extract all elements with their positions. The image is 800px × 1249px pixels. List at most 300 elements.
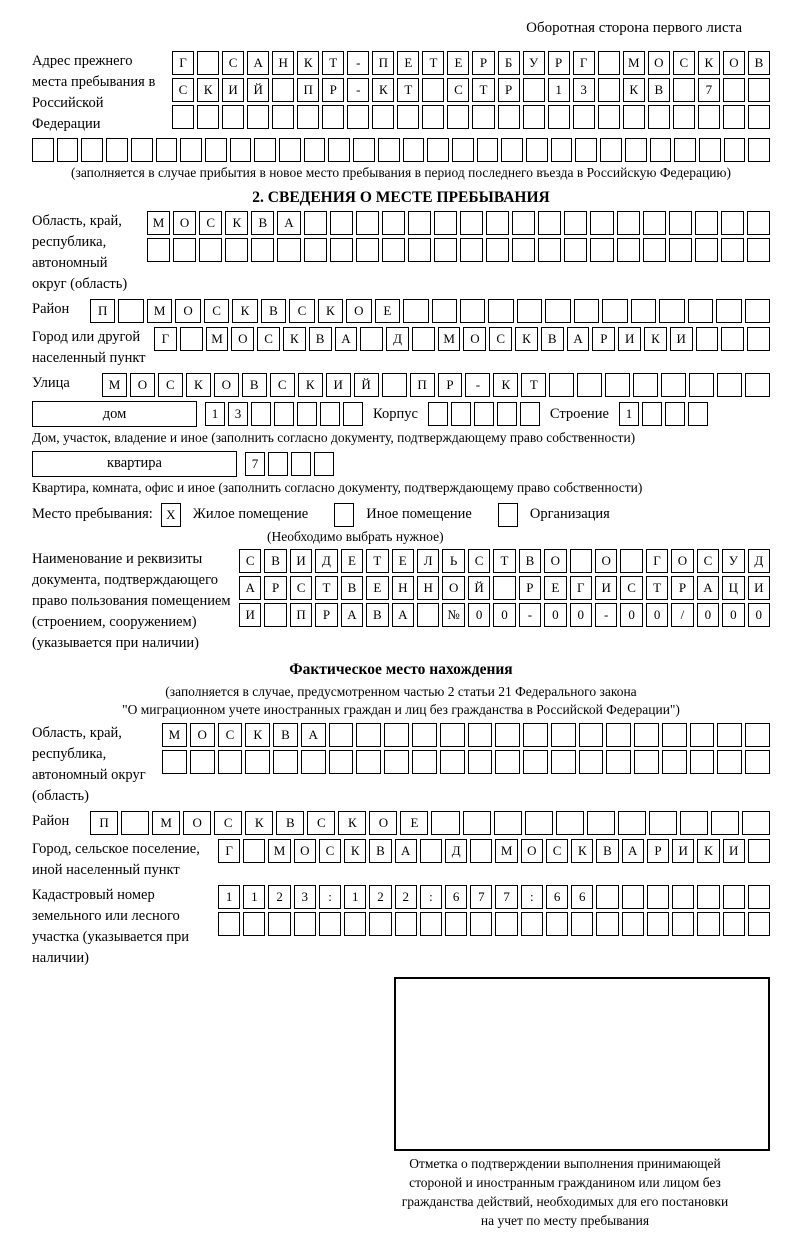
char-box[interactable] — [486, 238, 509, 262]
char-box[interactable]: Т — [322, 51, 344, 75]
char-box[interactable] — [272, 105, 294, 129]
char-box[interactable] — [659, 299, 684, 323]
char-box[interactable]: Г — [218, 839, 240, 863]
char-box[interactable] — [360, 327, 383, 351]
char-box[interactable]: М — [623, 51, 645, 75]
char-box[interactable]: К — [697, 839, 719, 863]
char-box[interactable]: Р — [264, 576, 286, 600]
char-box[interactable] — [546, 912, 568, 936]
char-box[interactable]: К — [493, 373, 518, 397]
char-box[interactable]: / — [671, 603, 693, 627]
char-box[interactable] — [699, 138, 721, 162]
char-box[interactable] — [347, 105, 369, 129]
char-box[interactable]: И — [290, 549, 312, 573]
char-box[interactable]: О — [723, 51, 745, 75]
char-box[interactable]: И — [239, 603, 261, 627]
char-box[interactable]: С — [172, 78, 194, 102]
char-box[interactable]: А — [392, 603, 414, 627]
char-box[interactable] — [600, 138, 622, 162]
char-box[interactable] — [470, 912, 492, 936]
char-box[interactable]: С — [447, 78, 469, 102]
char-box[interactable]: 3 — [573, 78, 595, 102]
char-box[interactable] — [551, 723, 576, 747]
char-box[interactable] — [498, 105, 520, 129]
char-box[interactable]: 1 — [344, 885, 366, 909]
char-box[interactable]: О — [463, 327, 486, 351]
char-box[interactable] — [57, 138, 79, 162]
char-box[interactable] — [688, 299, 713, 323]
char-box[interactable]: В — [264, 549, 286, 573]
char-box[interactable] — [356, 750, 381, 774]
char-box[interactable] — [297, 402, 317, 426]
char-box[interactable]: М — [152, 811, 180, 835]
char-box[interactable]: 0 — [468, 603, 490, 627]
char-box[interactable]: А — [277, 211, 300, 235]
char-box[interactable] — [304, 238, 327, 262]
char-box[interactable] — [273, 750, 298, 774]
char-box[interactable] — [688, 402, 708, 426]
char-box[interactable] — [747, 327, 770, 351]
char-box[interactable] — [643, 211, 666, 235]
char-box[interactable] — [329, 723, 354, 747]
char-box[interactable] — [445, 912, 467, 936]
char-box[interactable]: К — [318, 299, 343, 323]
char-box[interactable]: О — [130, 373, 155, 397]
char-box[interactable]: Б — [498, 51, 520, 75]
char-box[interactable] — [121, 811, 149, 835]
char-box[interactable]: С — [468, 549, 490, 573]
char-box[interactable] — [748, 885, 770, 909]
char-box[interactable]: И — [326, 373, 351, 397]
char-box[interactable] — [698, 105, 720, 129]
char-box[interactable]: К — [644, 327, 667, 351]
char-box[interactable] — [598, 78, 620, 102]
char-box[interactable] — [420, 912, 442, 936]
char-box[interactable] — [264, 603, 286, 627]
char-box[interactable] — [673, 78, 695, 102]
char-box[interactable]: В — [748, 51, 770, 75]
char-box[interactable] — [696, 327, 719, 351]
char-box[interactable]: Е — [392, 549, 414, 573]
char-box[interactable]: С — [620, 576, 642, 600]
char-box[interactable] — [723, 885, 745, 909]
char-box[interactable] — [245, 750, 270, 774]
char-box[interactable] — [378, 138, 400, 162]
char-box[interactable] — [197, 105, 219, 129]
char-box[interactable]: Т — [493, 549, 515, 573]
dom-box[interactable]: дом — [32, 401, 197, 427]
char-box[interactable] — [356, 723, 381, 747]
char-box[interactable]: - — [519, 603, 541, 627]
char-box[interactable] — [669, 238, 692, 262]
char-box[interactable]: С — [222, 51, 244, 75]
char-box[interactable] — [369, 912, 391, 936]
char-box[interactable] — [633, 373, 658, 397]
char-box[interactable] — [243, 839, 265, 863]
char-box[interactable]: С — [257, 327, 280, 351]
char-box[interactable]: Е — [366, 576, 388, 600]
char-box[interactable]: Р — [315, 603, 337, 627]
char-box[interactable]: 0 — [570, 603, 592, 627]
char-box[interactable]: О — [648, 51, 670, 75]
char-box[interactable] — [322, 105, 344, 129]
char-box[interactable] — [106, 138, 128, 162]
char-box[interactable] — [538, 211, 561, 235]
char-box[interactable]: 0 — [620, 603, 642, 627]
char-box[interactable] — [747, 238, 770, 262]
char-box[interactable] — [661, 373, 686, 397]
char-box[interactable] — [470, 839, 492, 863]
char-box[interactable] — [412, 723, 437, 747]
char-box[interactable] — [190, 750, 215, 774]
char-box[interactable] — [526, 138, 548, 162]
char-box[interactable] — [724, 138, 746, 162]
char-box[interactable] — [538, 238, 561, 262]
char-box[interactable]: Е — [341, 549, 363, 573]
char-box[interactable]: О — [544, 549, 566, 573]
char-box[interactable]: В — [519, 549, 541, 573]
char-box[interactable] — [254, 138, 276, 162]
char-box[interactable] — [272, 78, 294, 102]
char-box[interactable]: Й — [354, 373, 379, 397]
char-box[interactable] — [598, 51, 620, 75]
char-box[interactable]: О — [294, 839, 316, 863]
char-box[interactable]: С — [290, 576, 312, 600]
char-box[interactable] — [251, 402, 271, 426]
char-box[interactable]: Й — [468, 576, 490, 600]
char-box[interactable]: А — [697, 576, 719, 600]
char-box[interactable] — [486, 211, 509, 235]
char-box[interactable]: О — [173, 211, 196, 235]
char-box[interactable]: О — [183, 811, 211, 835]
char-box[interactable] — [690, 750, 715, 774]
char-box[interactable] — [162, 750, 187, 774]
char-box[interactable]: И — [670, 327, 693, 351]
char-box[interactable]: Г — [646, 549, 668, 573]
char-box[interactable]: С — [270, 373, 295, 397]
char-box[interactable] — [197, 51, 219, 75]
char-box[interactable]: М — [147, 299, 172, 323]
char-box[interactable] — [498, 503, 518, 527]
char-box[interactable]: Г — [570, 576, 592, 600]
char-box[interactable] — [279, 138, 301, 162]
char-box[interactable] — [118, 299, 143, 323]
char-box[interactable] — [606, 723, 631, 747]
char-box[interactable] — [596, 912, 618, 936]
char-box[interactable] — [268, 452, 288, 476]
char-box[interactable] — [723, 78, 745, 102]
char-box[interactable] — [205, 138, 227, 162]
char-box[interactable]: 0 — [748, 603, 770, 627]
char-box[interactable] — [199, 238, 222, 262]
char-box[interactable] — [251, 238, 274, 262]
char-box[interactable]: Т — [646, 576, 668, 600]
char-box[interactable]: 7 — [698, 78, 720, 102]
char-box[interactable] — [403, 138, 425, 162]
char-box[interactable] — [495, 723, 520, 747]
char-box[interactable] — [428, 402, 448, 426]
char-box[interactable] — [672, 912, 694, 936]
char-box[interactable] — [268, 912, 290, 936]
char-box[interactable] — [460, 211, 483, 235]
char-box[interactable] — [748, 138, 770, 162]
char-box[interactable]: К — [338, 811, 366, 835]
char-box[interactable] — [382, 373, 407, 397]
char-box[interactable] — [625, 138, 647, 162]
char-box[interactable] — [647, 885, 669, 909]
char-box[interactable] — [748, 105, 770, 129]
char-box[interactable]: К — [344, 839, 366, 863]
char-box[interactable]: В — [366, 603, 388, 627]
char-box[interactable]: А — [341, 603, 363, 627]
char-box[interactable] — [180, 138, 202, 162]
char-box[interactable]: О — [671, 549, 693, 573]
char-box[interactable] — [673, 105, 695, 129]
char-box[interactable] — [319, 912, 341, 936]
char-box[interactable] — [697, 885, 719, 909]
char-box[interactable] — [403, 299, 428, 323]
char-box[interactable]: К — [623, 78, 645, 102]
char-box[interactable]: 0 — [646, 603, 668, 627]
char-box[interactable] — [344, 912, 366, 936]
char-box[interactable]: Й — [247, 78, 269, 102]
char-box[interactable]: М — [495, 839, 517, 863]
char-box[interactable] — [695, 238, 718, 262]
char-box[interactable]: О — [346, 299, 371, 323]
char-box[interactable]: 1 — [548, 78, 570, 102]
char-box[interactable]: 3 — [228, 402, 248, 426]
char-box[interactable]: К — [298, 373, 323, 397]
char-box[interactable] — [372, 105, 394, 129]
char-box[interactable] — [447, 105, 469, 129]
char-box[interactable] — [408, 238, 431, 262]
char-box[interactable]: С — [199, 211, 222, 235]
char-box[interactable]: А — [395, 839, 417, 863]
char-box[interactable]: Р — [438, 373, 463, 397]
char-box[interactable]: 1 — [205, 402, 225, 426]
char-box[interactable] — [304, 211, 327, 235]
char-box[interactable] — [384, 723, 409, 747]
char-box[interactable]: П — [90, 811, 118, 835]
char-box[interactable]: П — [290, 603, 312, 627]
char-box[interactable] — [230, 138, 252, 162]
char-box[interactable]: Н — [272, 51, 294, 75]
char-box[interactable] — [674, 138, 696, 162]
char-box[interactable]: Ц — [722, 576, 744, 600]
char-box[interactable] — [521, 912, 543, 936]
char-box[interactable] — [218, 750, 243, 774]
char-box[interactable]: Е — [447, 51, 469, 75]
char-box[interactable]: Р — [548, 51, 570, 75]
char-box[interactable] — [493, 576, 515, 600]
char-box[interactable]: Л — [417, 549, 439, 573]
char-box[interactable] — [304, 138, 326, 162]
char-box[interactable]: Ь — [442, 549, 464, 573]
char-box[interactable] — [417, 603, 439, 627]
char-box[interactable] — [721, 327, 744, 351]
char-box[interactable]: К — [245, 811, 273, 835]
char-box[interactable]: : — [521, 885, 543, 909]
char-box[interactable] — [551, 138, 573, 162]
char-box[interactable]: 1 — [243, 885, 265, 909]
char-box[interactable]: С — [214, 811, 242, 835]
char-box[interactable]: К — [232, 299, 257, 323]
char-box[interactable]: С — [204, 299, 229, 323]
char-box[interactable] — [328, 138, 350, 162]
char-box[interactable]: К — [515, 327, 538, 351]
char-box[interactable]: П — [90, 299, 115, 323]
char-box[interactable] — [356, 211, 379, 235]
char-box[interactable] — [330, 211, 353, 235]
char-box[interactable] — [434, 211, 457, 235]
char-box[interactable]: О — [369, 811, 397, 835]
char-box[interactable]: 0 — [722, 603, 744, 627]
char-box[interactable]: М — [206, 327, 229, 351]
char-box[interactable]: Т — [366, 549, 388, 573]
char-box[interactable] — [680, 811, 708, 835]
char-box[interactable] — [598, 105, 620, 129]
char-box[interactable] — [525, 811, 553, 835]
char-box[interactable] — [277, 238, 300, 262]
char-box[interactable] — [723, 105, 745, 129]
char-box[interactable]: В — [273, 723, 298, 747]
char-box[interactable]: И — [595, 576, 617, 600]
char-box[interactable] — [440, 750, 465, 774]
char-box[interactable] — [412, 327, 435, 351]
char-box[interactable]: О — [190, 723, 215, 747]
char-box[interactable]: К — [698, 51, 720, 75]
char-box[interactable] — [320, 402, 340, 426]
char-box[interactable]: 1 — [218, 885, 240, 909]
char-box[interactable] — [717, 723, 742, 747]
char-box[interactable]: Г — [154, 327, 177, 351]
char-box[interactable]: Р — [472, 51, 494, 75]
char-box[interactable]: К — [571, 839, 593, 863]
char-box[interactable] — [294, 912, 316, 936]
char-box[interactable]: А — [567, 327, 590, 351]
char-box[interactable] — [523, 78, 545, 102]
char-box[interactable] — [642, 402, 662, 426]
char-box[interactable]: У — [722, 549, 744, 573]
char-box[interactable] — [474, 402, 494, 426]
char-box[interactable]: В — [251, 211, 274, 235]
char-box[interactable]: Е — [400, 811, 428, 835]
char-box[interactable] — [512, 211, 535, 235]
char-box[interactable]: О — [231, 327, 254, 351]
char-box[interactable] — [274, 402, 294, 426]
char-box[interactable]: И — [618, 327, 641, 351]
kvartira-box[interactable]: квартира — [32, 451, 237, 477]
char-box[interactable] — [512, 238, 535, 262]
char-box[interactable] — [623, 105, 645, 129]
char-box[interactable]: О — [214, 373, 239, 397]
char-box[interactable]: М — [147, 211, 170, 235]
char-box[interactable]: М — [102, 373, 127, 397]
char-box[interactable]: Р — [647, 839, 669, 863]
char-box[interactable] — [579, 723, 604, 747]
char-box[interactable] — [662, 723, 687, 747]
char-box[interactable]: - — [347, 51, 369, 75]
char-box[interactable] — [590, 238, 613, 262]
char-box[interactable] — [225, 238, 248, 262]
char-box[interactable] — [606, 750, 631, 774]
char-box[interactable] — [440, 723, 465, 747]
char-box[interactable] — [570, 549, 592, 573]
char-box[interactable] — [422, 105, 444, 129]
char-box[interactable]: Т — [521, 373, 546, 397]
char-box[interactable] — [501, 138, 523, 162]
char-box[interactable] — [690, 723, 715, 747]
char-box[interactable] — [81, 138, 103, 162]
char-box[interactable]: И — [222, 78, 244, 102]
char-box[interactable] — [745, 750, 770, 774]
char-box[interactable] — [297, 105, 319, 129]
char-box[interactable] — [291, 452, 311, 476]
char-box[interactable] — [596, 885, 618, 909]
char-box[interactable]: К — [372, 78, 394, 102]
char-box[interactable]: В — [276, 811, 304, 835]
char-box[interactable]: Е — [375, 299, 400, 323]
char-box[interactable] — [545, 299, 570, 323]
char-box[interactable] — [647, 912, 669, 936]
char-box[interactable] — [577, 373, 602, 397]
char-box[interactable] — [523, 105, 545, 129]
char-box[interactable]: П — [410, 373, 435, 397]
char-box[interactable]: 7 — [470, 885, 492, 909]
char-box[interactable] — [650, 138, 672, 162]
char-box[interactable]: С — [307, 811, 335, 835]
char-box[interactable] — [723, 912, 745, 936]
char-box[interactable]: С — [546, 839, 568, 863]
char-box[interactable] — [745, 723, 770, 747]
char-box[interactable]: О — [595, 549, 617, 573]
char-box[interactable]: А — [301, 723, 326, 747]
char-box[interactable]: С — [319, 839, 341, 863]
char-box[interactable]: К — [283, 327, 306, 351]
char-box[interactable] — [564, 238, 587, 262]
char-box[interactable] — [548, 105, 570, 129]
char-box[interactable] — [301, 750, 326, 774]
char-box[interactable]: И — [748, 576, 770, 600]
char-box[interactable] — [747, 211, 770, 235]
char-box[interactable] — [420, 839, 442, 863]
char-box[interactable]: Д — [386, 327, 409, 351]
char-box[interactable] — [617, 211, 640, 235]
char-box[interactable] — [742, 811, 770, 835]
char-box[interactable]: А — [335, 327, 358, 351]
char-box[interactable]: Д — [445, 839, 467, 863]
char-box[interactable] — [669, 211, 692, 235]
char-box[interactable] — [468, 723, 493, 747]
char-box[interactable]: М — [268, 839, 290, 863]
char-box[interactable]: Т — [472, 78, 494, 102]
char-box[interactable] — [334, 503, 354, 527]
char-box[interactable] — [147, 238, 170, 262]
char-box[interactable] — [247, 105, 269, 129]
char-box[interactable] — [631, 299, 656, 323]
char-box[interactable] — [384, 750, 409, 774]
char-box[interactable]: К — [297, 51, 319, 75]
char-box[interactable]: X — [161, 503, 181, 527]
char-box[interactable] — [431, 811, 459, 835]
char-box[interactable]: 6 — [445, 885, 467, 909]
char-box[interactable] — [243, 912, 265, 936]
char-box[interactable]: А — [247, 51, 269, 75]
char-box[interactable]: О — [175, 299, 200, 323]
char-box[interactable] — [649, 811, 677, 835]
char-box[interactable]: К — [197, 78, 219, 102]
char-box[interactable] — [32, 138, 54, 162]
